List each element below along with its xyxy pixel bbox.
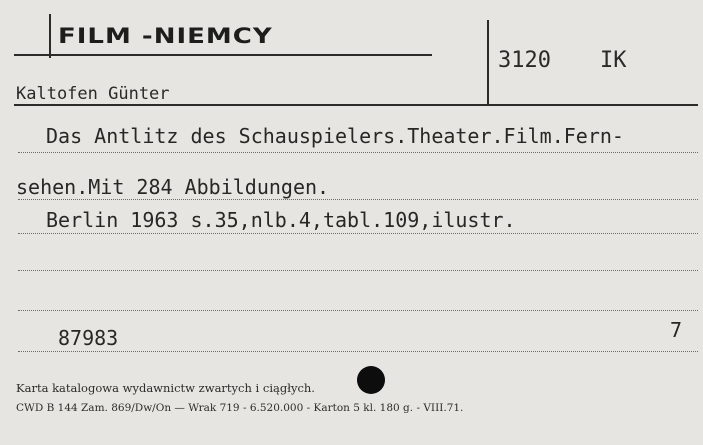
- ruled-line: [18, 233, 698, 234]
- ruled-line: [18, 351, 698, 352]
- ruled-line: [18, 152, 698, 153]
- accession-number: 87983: [58, 326, 119, 350]
- description-line-2: sehen.Mit 284 Abbildungen.: [16, 175, 330, 199]
- footer-line-1: Karta katalogowa wydawnictw zwartych i ciągłych.: [16, 381, 315, 395]
- author-rule: [14, 104, 698, 106]
- ruled-line: [18, 310, 698, 311]
- description-line-1: Das Antlitz des Schauspielers.Theater.Film.Fern-: [46, 124, 624, 148]
- ruled-line: [18, 199, 698, 200]
- left-margin-rule: [49, 14, 51, 58]
- corner-mark: 7: [670, 318, 683, 342]
- ruled-line: [18, 270, 698, 271]
- punch-hole: [357, 366, 385, 394]
- shelf-code: IK: [600, 48, 627, 73]
- header-divider-vertical: [487, 20, 489, 104]
- footer-line-2: CWD B 144 Zam. 869/Dw/On — Wrak 719 - 6.520.000 - Karton 5 kl. 180 g. - VIII.71.: [16, 402, 464, 414]
- shelf-mark: 3120: [498, 48, 551, 73]
- author-name: Kaltofen Günter: [16, 84, 170, 104]
- description-line-3: Berlin 1963 s.35,nlb.4,tabl.109,ilustr.: [46, 208, 516, 232]
- subject-underline: [14, 54, 432, 56]
- subject-heading: FILM -NIEMCY: [58, 24, 273, 49]
